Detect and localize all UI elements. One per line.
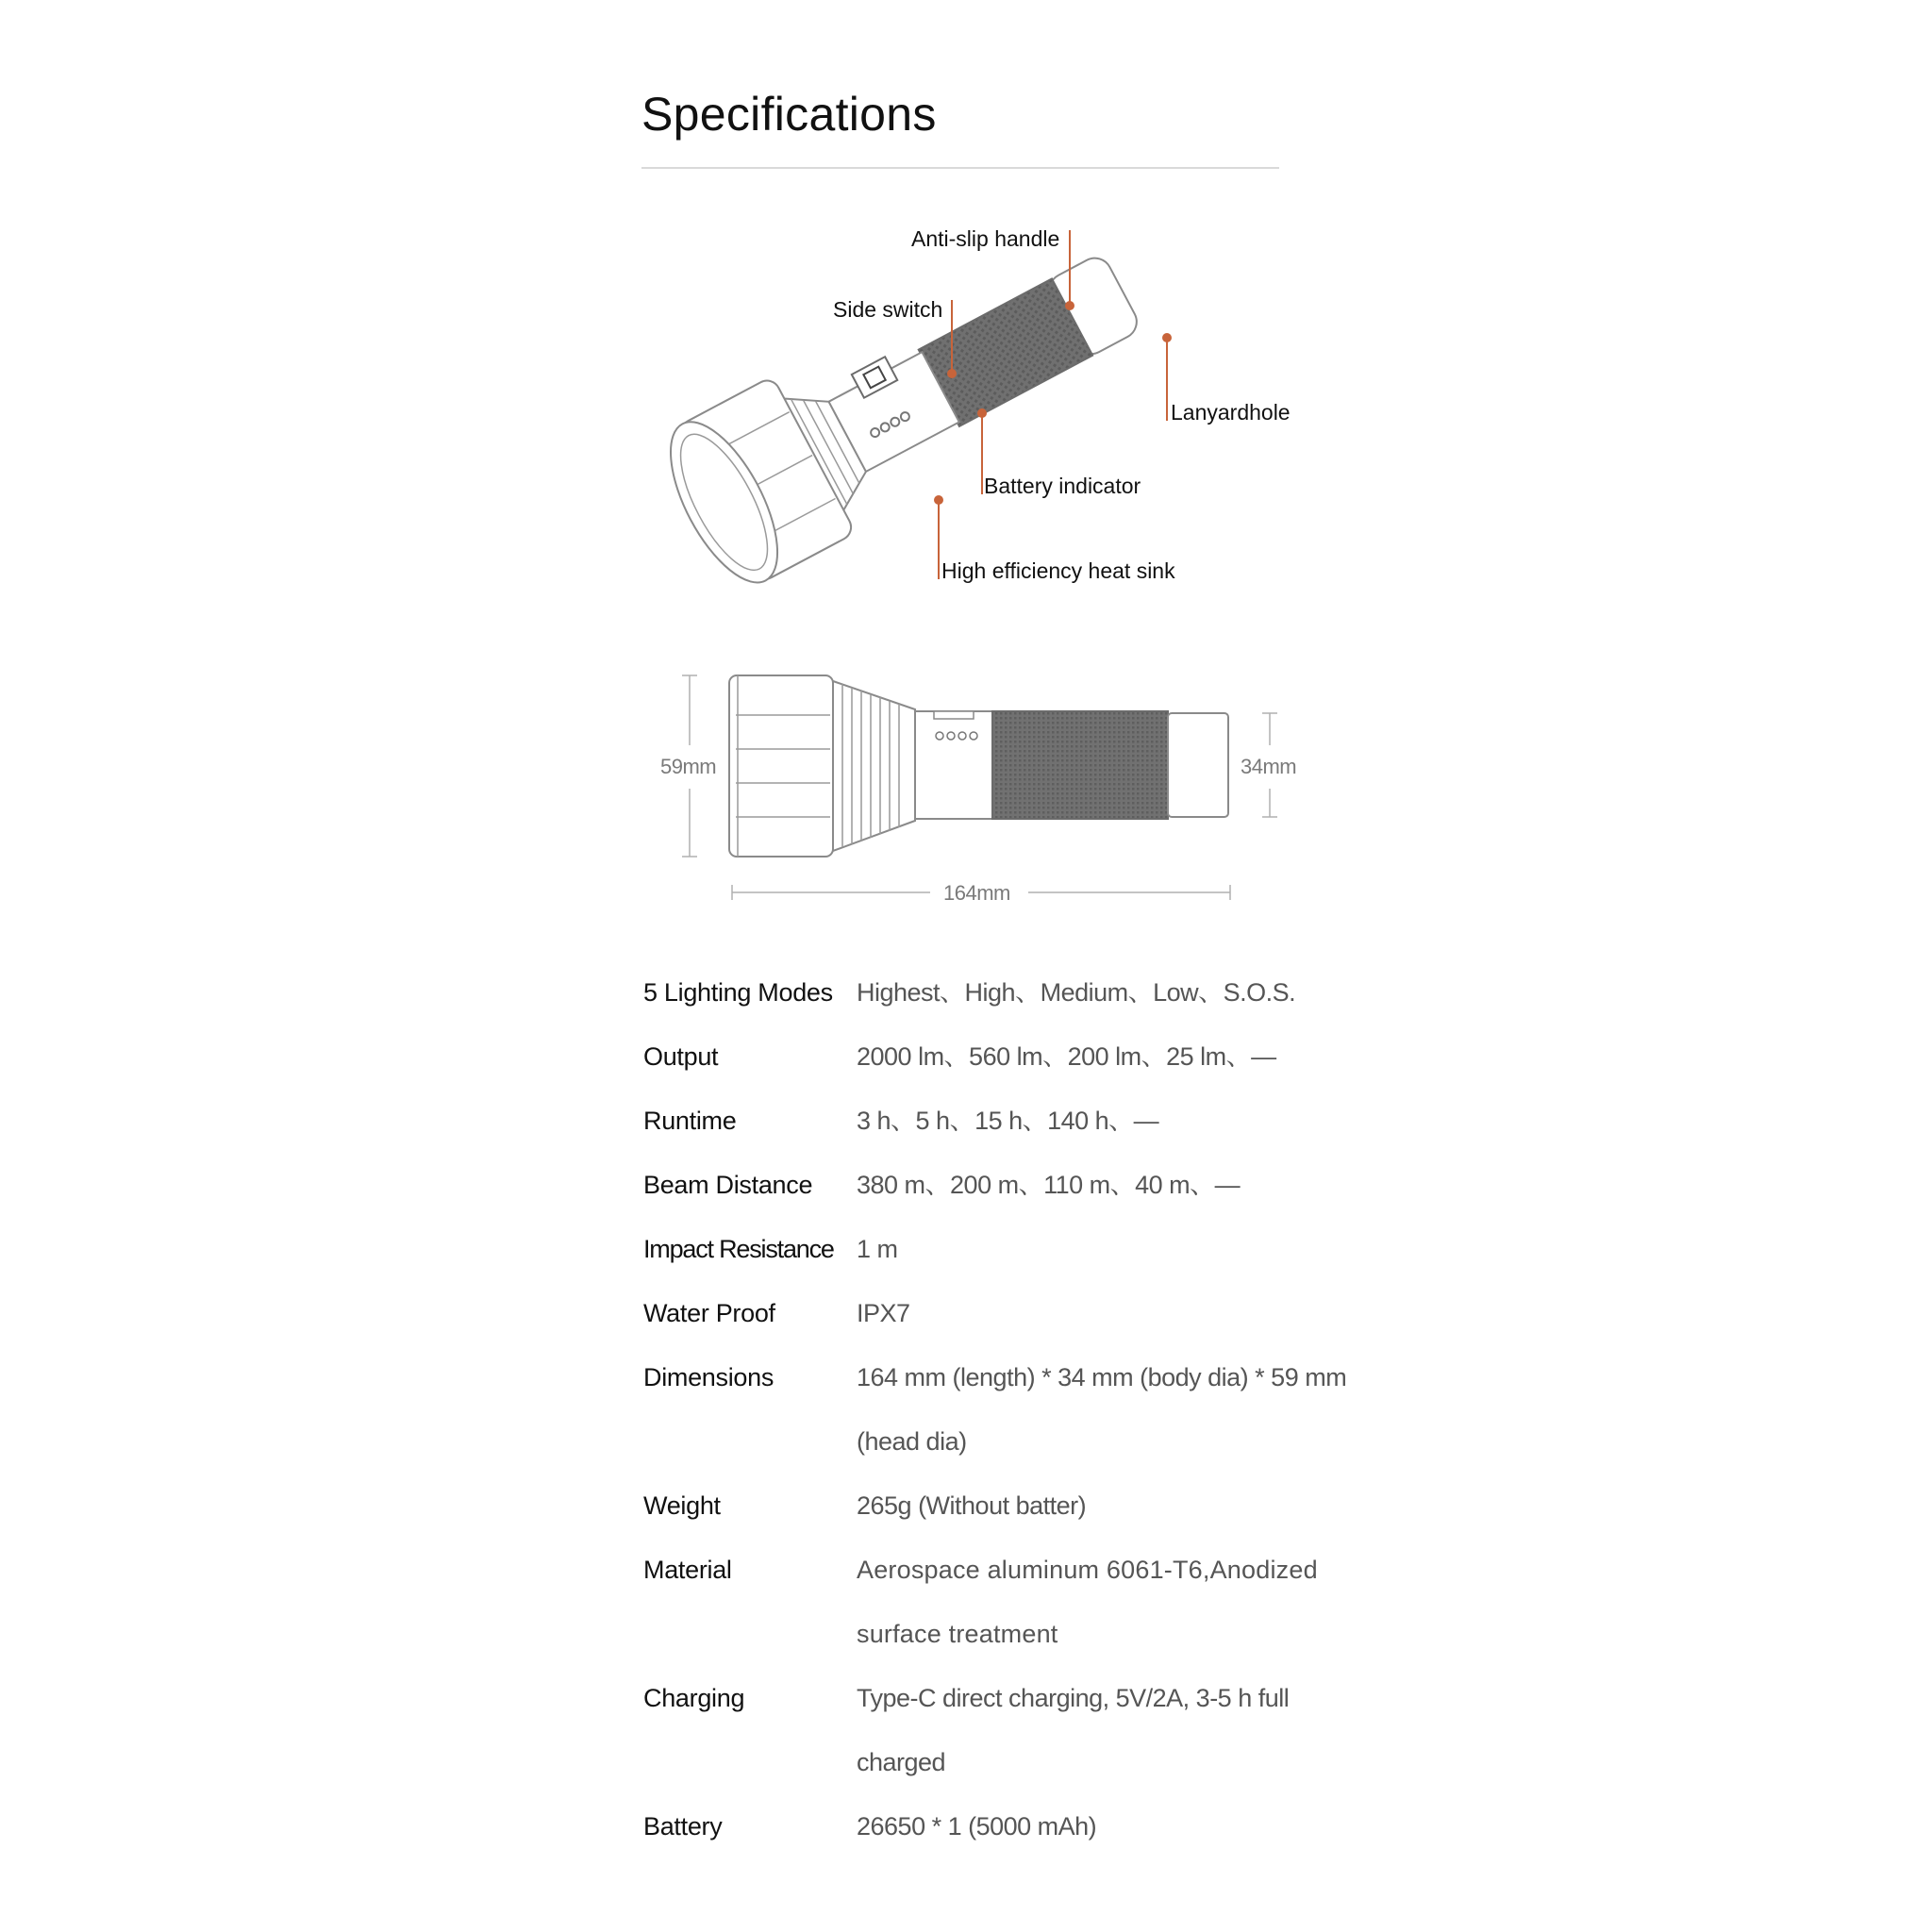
spec-row-water-proof	[643, 1281, 1360, 1345]
dimension-head-diameter: 59mm	[660, 755, 717, 778]
spec-row-output	[643, 1024, 1360, 1089]
spec-label: Charging	[643, 1684, 745, 1712]
spec-label: Runtime	[643, 1107, 737, 1135]
spec-row-battery	[643, 1794, 1360, 1858]
spec-value: 164 mm (length) * 34 mm (body dia) * 59 mm (head dia)	[857, 1363, 1347, 1456]
spec-value: 380 m、200 m、110 m、40 m、—	[857, 1171, 1241, 1199]
spec-value: Highest、High、Medium、Low、S.O.S.	[857, 978, 1296, 1007]
spec-value: IPX7	[857, 1299, 910, 1327]
spec-value: Aerospace aluminum 6061-T6,Anodized surface treatment	[857, 1556, 1318, 1648]
spec-label: 5 Lighting Modes	[643, 978, 833, 1007]
spec-row-material	[643, 1538, 1360, 1666]
spec-value: 3 h、5 h、15 h、140 h、—	[857, 1107, 1159, 1135]
spec-label: Beam Distance	[643, 1171, 813, 1199]
spec-value: Type-C direct charging, 5V/2A, 3-5 h full charged	[857, 1684, 1290, 1776]
callout-lanyard-hole: Lanyardhole	[1171, 400, 1291, 425]
spec-row-dimensions	[643, 1345, 1360, 1474]
spec-row-runtime	[643, 1089, 1360, 1153]
spec-label: Dimensions	[643, 1363, 774, 1391]
dimension-body-diameter: 34mm	[1241, 755, 1297, 778]
spec-label: Material	[643, 1556, 732, 1584]
flashlight-side-view-illustration	[0, 0, 1932, 943]
page-title: Specifications	[641, 88, 937, 141]
spec-value: 2000 lm、560 lm、200 lm、25 lm、—	[857, 1042, 1276, 1071]
spec-value: 265g (Without batter)	[857, 1491, 1087, 1520]
callout-side-switch: Side switch	[833, 297, 943, 322]
spec-label: Water Proof	[643, 1299, 775, 1327]
spec-row-lighting-modes	[643, 960, 1360, 1024]
spec-row-weight	[643, 1474, 1360, 1538]
spec-value: 26650 * 1 (5000 mAh)	[857, 1812, 1097, 1840]
spec-label: Impact Resistance	[643, 1235, 834, 1263]
spec-label: Weight	[643, 1491, 721, 1520]
spec-row-beam-distance	[643, 1153, 1360, 1217]
dimension-length: 164mm	[943, 881, 1010, 905]
callout-anti-slip-handle: Anti-slip handle	[911, 226, 1060, 251]
spec-row-charging	[643, 1666, 1360, 1794]
spec-label: Battery	[643, 1812, 723, 1840]
spec-row-impact-resistance	[643, 1217, 1360, 1281]
callout-heat-sink: High efficiency heat sink	[941, 558, 1175, 583]
callout-battery-indicator: Battery indicator	[984, 474, 1141, 498]
spec-table	[643, 960, 1360, 1858]
spec-label: Output	[643, 1042, 719, 1071]
spec-value: 1 m	[857, 1235, 898, 1263]
